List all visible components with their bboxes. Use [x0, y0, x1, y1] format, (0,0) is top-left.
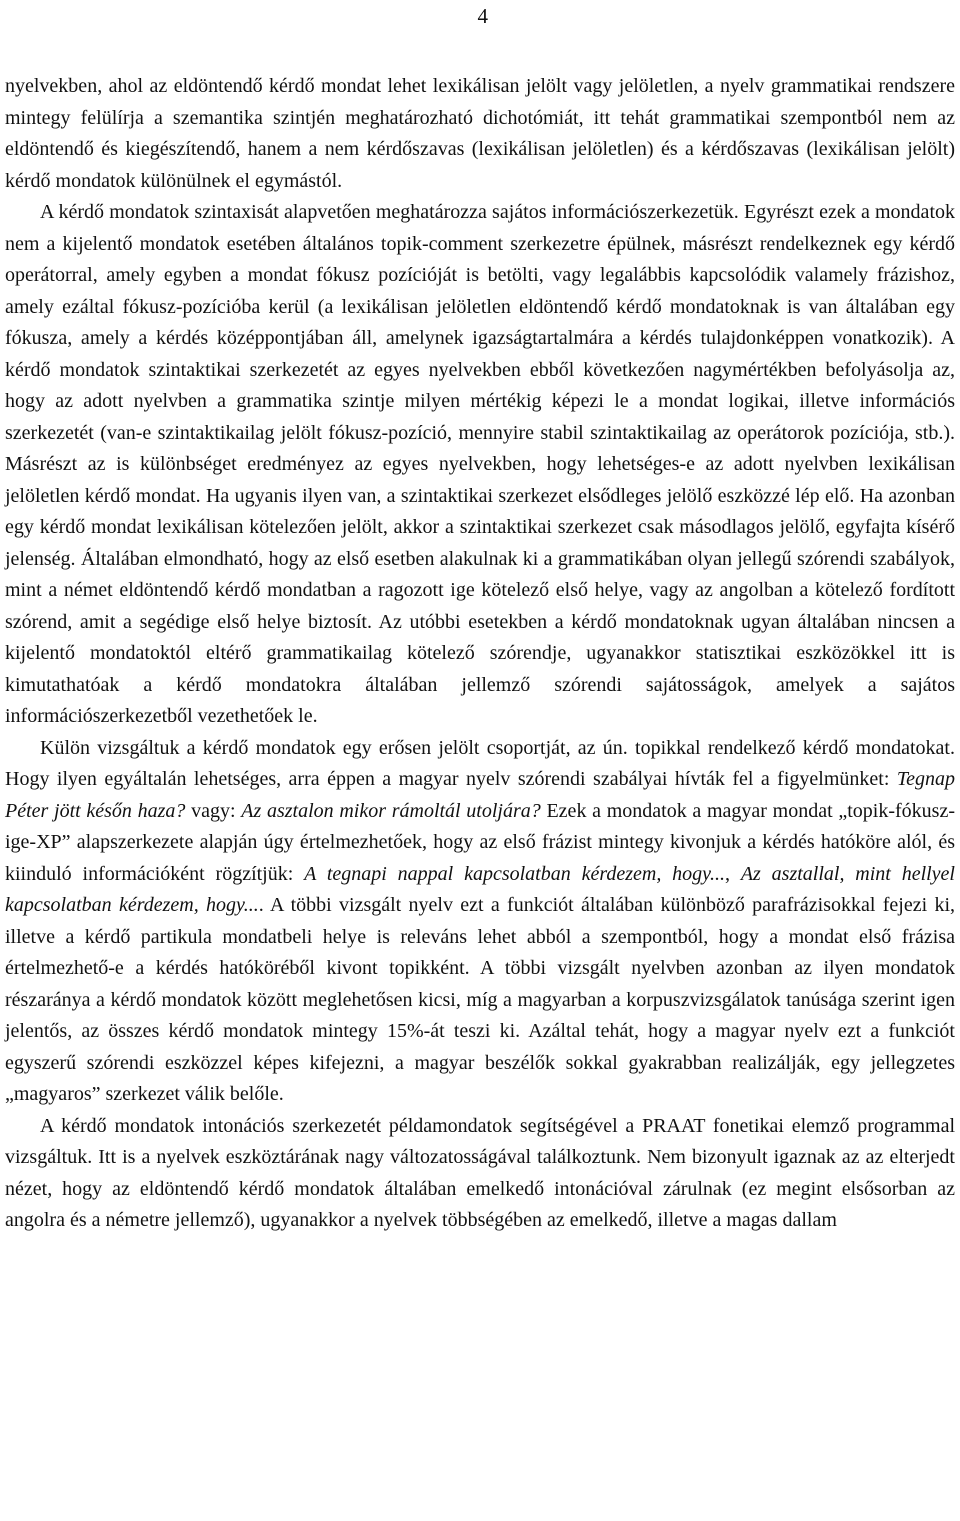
body-text	[5, 71, 955, 1237]
paragraph-4-text: A kérdő mondatok intonációs szerkezetét példamondatok segítségével a PRAAT fonetikai elemző programmal vizsgáltuk. Itt is a nyelvek eszköztárának nagy változatosságával találkoztunk. Nem bizonyult igaznak az az elterjedt nézet, hogy az eldöntendő kérdő mondatok általában emelkedő intonációval zárulnak (ez megint elsősorban az angolra és a németre jellemző), ugyanakkor a nyelvek többségében az emelkedő, illetve a magas dallam	[5, 1114, 955, 1231]
paragraph-2-text: A kérdő mondatok szintaxisát alapvetően meghatározza sajátos információszerkezetük. Egyrészt ezek a mondatok nem a kijelentő mondatok esetében általános topik-comment szerkezetre épülnek, másrészt rendelkeznek egy kérdő operátorral, amely egyben a mondat fókusz pozícióját is betölti, vagy legalábbis kapcsolódik valamely frázishoz, amely ezáltal fókusz-pozícióba kerül (a lexikálisan jelöletlen eldöntendő kérdő mondatoknak is van általában egy fókusza, amely a kérdés középpontjában áll, amelynek igazságtartalmára a kérdés tulajdonképpen vonatkozik). A kérdő mondatok szintaktikai szerkezetét az egyes nyelvekben ebből következően nagymértékben befolyásolja az, hogy az adott nyelvben a grammatika szintje milyen mértékig képezi le a mondat logikai, illetve információs szerkezetét (van-e szintaktikailag jelölt fókusz-pozíció, mennyire stabil szintaktikailag az operátorok pozíciója, stb.). Másrészt az is különbséget eredményez az egyes nyelvekben, hogy lehetséges-e az adott nyelvben lexikálisan jelöletlen kérdő mondat. Ha ugyanis ilyen van, a szintaktikai szerkezet elsődleges jelölő eszközzé lép elő. Ha azonban egy kérdő mondat lexikálisan kötelezően jelölt, akkor a szintaktikai szerkezet csak másodlagos jelölő, egyfajta kísérő jelenség. Általában elmondható, hogy az első esetben alakulnak ki a grammatikában olyan jellegű szórendi szabályok, mint a német eldöntendő kérdő mondatban a ragozott ige kötelező első helye, vagy az angolban a kötelező fordított szórend, amit a segédige első helye biztosít. Az utóbbi esetekben a kérdő mondatoknak ugyan általában nincsen a kijelentő mondatoktól eltérő grammatikailag kötelező szórendje, ugyanakkor statisztikai eszközökkel itt is kimutathatóak a kérdő mondatokra általában jellemző szórendi sajátosságok, amelyek a sajátos információszerkezetből vezethetőek le.	[5, 201, 955, 727]
paragraph-1-text: nyelvekben, ahol az eldöntendő kérdő mondat lehet lexikálisan jelölt vagy jelöletlen, a nyelv grammatikai rendszere mintegy felülírja a szemantika szintjén meghatározható dichotómiát, itt tehát grammatikai szempontból nem az eldöntendő és kiegészítendő, hanem a nem kérdőszavas (lexikálisan jelöletlen) és a kérdőszavas (lexikálisan jelölt) kérdő mondatok különülnek el egymástól.	[5, 75, 955, 192]
page-number: 4	[477, 4, 488, 28]
paragraph-3-text-c: Ezek a mondatok a magyar mondat „topik-fókusz-ige-XP” alapszerkezete alapján úgy értelmezhetőek, hogy az első frázist mintegy kivonjuk a kérdés hatóköre alól, és kiinduló információként rögzítjük:	[5, 799, 955, 885]
paragraph-3-text-d: ,	[724, 862, 741, 885]
example-4: Az asztallal, mint hellyel kapcsolatban kérdezem, hogy...	[5, 862, 955, 916]
example-2: Az asztalon mikor rámoltál utoljára?	[241, 799, 541, 822]
example-1: Tegnap Péter jött későn haza?	[5, 768, 955, 822]
paragraph-3-text-e: . A többi vizsgált nyelv ezt a funkciót általában különböző parafrázisokkal fejezi ki, illetve a kérdő partikula mondatbeli helye is releváns lehet abból a szempontból, hogy a mondat első frázisa értelmezhető-e a kérdés hatóköréből kivont topikként. A többi vizsgált nyelvben azonban az ilyen mondatok részaránya a kérdő mondatok között meglehetősen kicsi, míg a magyarban a korpuszvizsgálatok tanúsága szerint igen jelentős, az összes kérdő mondatok mintegy 15%-át teszi ki. Azáltal tehát, hogy a magyar nyelv ezt a funkciót egyszerű szórendi eszközzel képes kifejezni, a magyar beszélők sokkal gyakrabban realizálják, egy jellegzetes „magyaros” szerkezet válik belőle.	[5, 894, 955, 1105]
paragraph-1	[5, 71, 955, 197]
paragraph-3-text-a: Külön vizsgáltuk a kérdő mondatok egy erősen jelölt csoportját, az ún. topikkal rendelkező kérdő mondatokat. Hogy ilyen egyáltalán lehetséges, arra éppen a magyar nyelv szórendi szabályai hívták fel a figyelmünket:	[5, 736, 955, 790]
paragraph-3	[5, 733, 955, 1111]
paragraph-4	[5, 1111, 955, 1237]
example-3: A tegnapi nappal kapcsolatban kérdezem, hogy...	[304, 862, 725, 885]
paragraph-3-text-b: vagy:	[185, 799, 242, 822]
paragraph-2	[5, 197, 955, 733]
